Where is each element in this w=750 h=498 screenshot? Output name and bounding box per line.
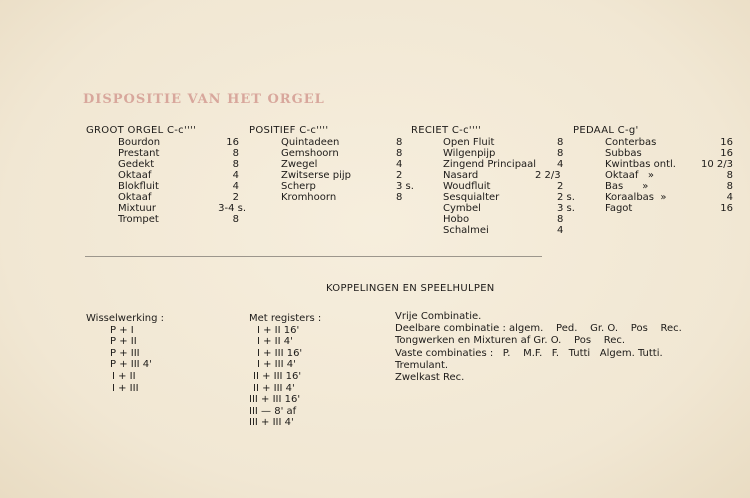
stop-size: 8	[396, 148, 403, 159]
stop-name: Gedekt	[118, 159, 155, 170]
division-heading: PEDAAL C-g'	[573, 125, 639, 136]
stop-name: Conterbas	[605, 137, 657, 148]
stop-name: Zwitserse pijp	[281, 170, 351, 181]
stop-name: Oktaaf »	[605, 170, 655, 181]
stop-name: Bas »	[605, 181, 649, 192]
stop-name: Woudfluit	[443, 181, 491, 192]
coupling-item: P + II	[110, 336, 137, 348]
division-positief	[249, 125, 414, 217]
stop-size: 4	[396, 159, 403, 170]
stop-size: 10 2/3	[701, 159, 733, 170]
stop-name: Scherp	[281, 181, 316, 192]
coupling-item: I + II 4'	[257, 336, 293, 348]
stop-size: 4	[557, 159, 564, 170]
stop-size: 4	[232, 181, 239, 192]
stop-name: Trompet	[118, 214, 159, 225]
stop-size: 8	[232, 159, 239, 170]
stop-name: Oktaaf	[118, 170, 152, 181]
division-heading: POSITIEF C-c''''	[249, 125, 329, 136]
stop-name: Wilgenpijp	[443, 148, 496, 159]
divider-line	[85, 256, 542, 257]
coupling-item: I + II 16'	[257, 324, 300, 336]
stop-name: Hobo	[443, 214, 470, 225]
stop-name: Gemshoorn	[281, 148, 339, 159]
stop-name: Open Fluit	[443, 137, 495, 148]
coupling-item: I + III 4'	[257, 359, 296, 371]
stop-name: Bourdon	[118, 137, 161, 148]
stop-size: 2	[557, 181, 564, 192]
stop-size: 8	[726, 181, 733, 192]
stop-size: 16	[720, 137, 733, 148]
stop-size: 2	[232, 192, 239, 203]
stop-name: Kromhoorn	[281, 192, 337, 203]
stop-size: 8	[557, 214, 564, 225]
stop-name: Zingend Principaal	[443, 159, 537, 170]
division-reciet	[411, 125, 575, 247]
stop-name: Fagot	[605, 203, 633, 214]
stop-size: 3 s.	[396, 181, 414, 192]
stop-size: 3-4 s.	[218, 203, 246, 214]
stop-name: Blokfluit	[118, 181, 159, 192]
registers-column	[249, 313, 321, 429]
playing-aid: Tremulant.	[395, 359, 449, 371]
stop-name: Schalmei	[443, 225, 489, 236]
stop-name: Subbas	[605, 148, 642, 159]
wisselwerking-label: Wisselwerking :	[86, 313, 165, 324]
stop-name: Prestant	[118, 148, 160, 159]
playing-aid: Zwelkast Rec.	[395, 372, 465, 384]
stop-name: Cymbel	[443, 203, 481, 214]
stop-name: Quintadeen	[281, 137, 340, 148]
division-heading: RECIET C-c''''	[411, 125, 482, 136]
stop-size: 8	[557, 148, 564, 159]
division-pedaal	[573, 125, 733, 217]
stop-name: Oktaaf	[118, 192, 152, 203]
stop-size: 8	[726, 170, 733, 181]
stop-size: 2 s.	[557, 192, 575, 203]
page-title: DISPOSITIE VAN HET ORGEL	[83, 92, 325, 107]
stop-size: 16	[720, 203, 733, 214]
stop-name: Zwegel	[281, 159, 318, 170]
stop-size: 8	[232, 214, 239, 225]
coupling-item: P + III 4'	[110, 359, 152, 371]
stop-size: 4	[557, 225, 564, 236]
stop-name: Mixtuur	[118, 203, 157, 214]
couplings-heading: KOPPELINGEN EN SPEELHULPEN	[326, 283, 495, 294]
stop-name: Nasard	[443, 170, 479, 181]
coupling-item: P + I	[110, 324, 134, 336]
coupling-item: III + III 16'	[249, 394, 301, 406]
playing-aid: Vaste combinaties : P. M.F. F. Tutti Algem. Tutti.	[395, 347, 663, 359]
coupling-item: II + III 16'	[253, 370, 302, 382]
coupling-item: I + III	[112, 382, 139, 394]
coupling-item: I + III 16'	[257, 347, 303, 359]
stop-size: 4	[232, 170, 239, 181]
playing-aids-column	[395, 311, 682, 384]
coupling-item: P + III	[110, 347, 140, 359]
stop-size: 8	[396, 192, 403, 203]
stop-size: 8	[396, 137, 403, 148]
division-groot-orgel	[86, 125, 246, 237]
stop-size: 3 s.	[557, 203, 575, 214]
stop-size: 2 2/3	[535, 170, 561, 181]
stop-size: 16	[226, 137, 239, 148]
stop-size: 8	[232, 148, 239, 159]
coupling-item: II + III 4'	[253, 382, 295, 394]
coupling-item: I + II	[112, 370, 136, 382]
stop-size: 2	[396, 170, 403, 181]
stop-name: Sesquialter	[443, 192, 500, 203]
playing-aid: Vrije Combinatie.	[395, 311, 482, 322]
division-heading: GROOT ORGEL C-c''''	[86, 125, 197, 136]
stop-size: 8	[557, 137, 564, 148]
coupling-item: III — 8' af	[249, 405, 297, 417]
stop-size: 16	[720, 148, 733, 159]
stop-name: Kwintbas ontl.	[605, 159, 676, 170]
playing-aid: Tongwerken en Mixturen af Gr. O. Pos Rec.	[395, 335, 626, 347]
wisselwerking-column	[86, 313, 164, 394]
registers-label: Met registers :	[249, 313, 322, 324]
playing-aid: Deelbare combinatie : algem. Ped. Gr. O. Pos Rec.	[395, 323, 682, 335]
stop-name: Koraalbas »	[605, 192, 667, 203]
stop-size: 4	[726, 192, 733, 203]
coupling-item: III + III 4'	[249, 417, 294, 429]
